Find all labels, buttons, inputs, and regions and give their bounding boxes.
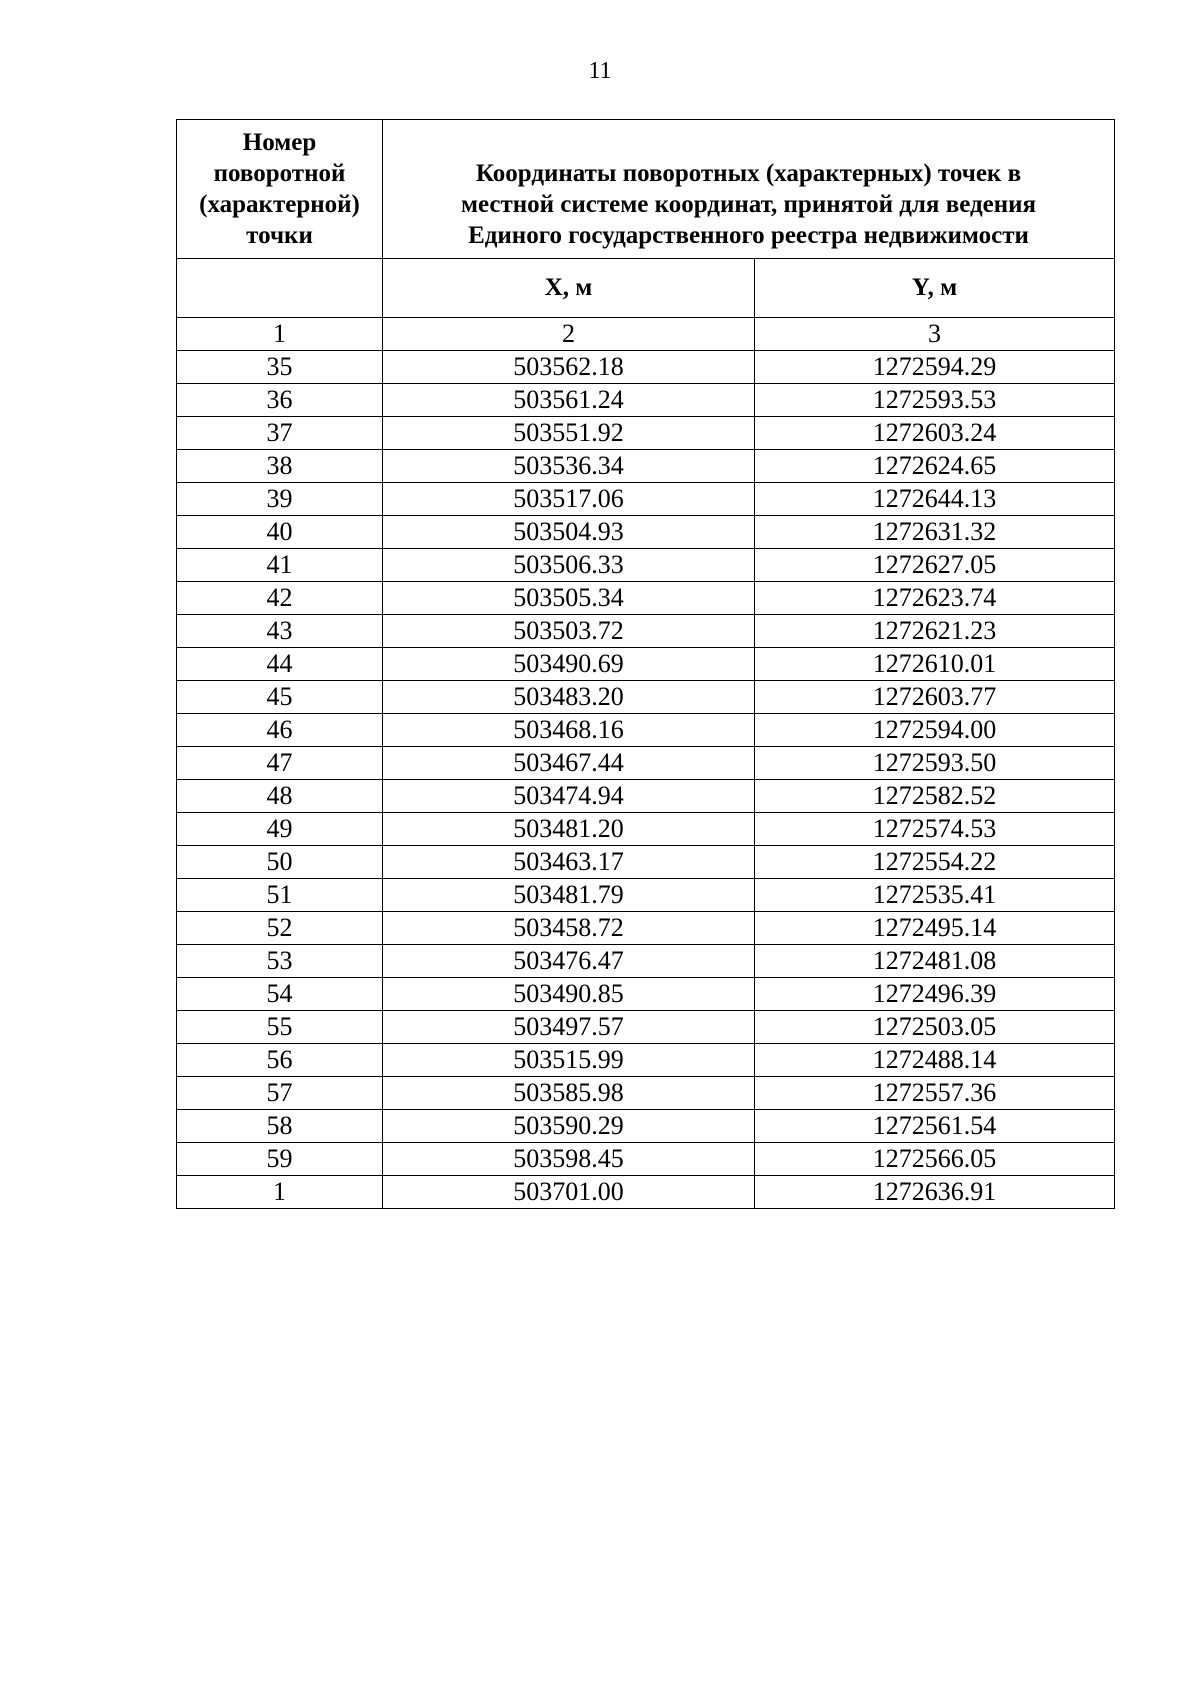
point-number-cell: 47 [177,747,383,780]
table-row [177,516,1115,549]
x-coordinate-cell: 503476.47 [383,945,755,978]
x-coordinate-cell: 503590.29 [383,1110,755,1143]
column-index: 1 [177,318,383,351]
y-coordinate-cell: 1272624.65 [755,450,1115,483]
point-number-cell: 1 [177,1176,383,1209]
point-number-cell: 44 [177,648,383,681]
point-number-cell: 38 [177,450,383,483]
x-coordinate-cell: 503490.69 [383,648,755,681]
y-coordinate-cell: 1272561.54 [755,1110,1115,1143]
x-coordinate-cell: 503467.44 [383,747,755,780]
y-coordinate-cell: 1272582.52 [755,780,1115,813]
point-number-cell: 40 [177,516,383,549]
table-row [177,945,1115,978]
point-number-cell: 35 [177,351,383,384]
y-coordinate-cell: 1272603.24 [755,417,1115,450]
subheader-row [177,259,1115,318]
header-coordinates [383,120,1115,259]
x-coordinate-cell: 503536.34 [383,450,755,483]
table-row [177,648,1115,681]
table-row [177,780,1115,813]
point-number-cell: 52 [177,912,383,945]
x-coordinate-cell: 503551.92 [383,417,755,450]
point-number-cell: 56 [177,1044,383,1077]
point-number-cell: 55 [177,1011,383,1044]
x-coordinate-cell: 503483.20 [383,681,755,714]
table-row [177,813,1115,846]
table-row [177,450,1115,483]
subheader-x: X, м [383,259,755,318]
y-coordinate-cell: 1272603.77 [755,681,1115,714]
y-coordinate-cell: 1272554.22 [755,846,1115,879]
y-coordinate-cell: 1272636.91 [755,1176,1115,1209]
table-row [177,681,1115,714]
table-row [177,351,1115,384]
table-row [177,1011,1115,1044]
table-row [177,582,1115,615]
table-row [177,1110,1115,1143]
coordinates-table [176,119,1115,1209]
subheader-y: Y, м [755,259,1115,318]
y-coordinate-cell: 1272535.41 [755,879,1115,912]
x-coordinate-cell: 503474.94 [383,780,755,813]
y-coordinate-cell: 1272631.32 [755,516,1115,549]
point-number-cell: 53 [177,945,383,978]
y-coordinate-cell: 1272495.14 [755,912,1115,945]
x-coordinate-cell: 503463.17 [383,846,755,879]
table-row [177,1044,1115,1077]
table-row [177,846,1115,879]
table-row [177,978,1115,1011]
table-row [177,384,1115,417]
table-row [177,417,1115,450]
y-coordinate-cell: 1272593.50 [755,747,1115,780]
column-index: 3 [755,318,1115,351]
y-coordinate-cell: 1272574.53 [755,813,1115,846]
y-coordinate-cell: 1272610.01 [755,648,1115,681]
x-coordinate-cell: 503505.34 [383,582,755,615]
x-coordinate-cell: 503515.99 [383,1044,755,1077]
x-coordinate-cell: 503481.79 [383,879,755,912]
y-coordinate-cell: 1272593.53 [755,384,1115,417]
header-coordinates-line: Единого государственного реестра недвижимости [468,221,1029,249]
column-index-row [177,318,1115,351]
table-row [177,615,1115,648]
y-coordinate-cell: 1272594.29 [755,351,1115,384]
subheader-empty [177,259,383,318]
point-number-cell: 45 [177,681,383,714]
point-number-cell: 49 [177,813,383,846]
point-number-cell: 58 [177,1110,383,1143]
header-point-number-line: (характерной) [199,191,360,218]
point-number-cell: 39 [177,483,383,516]
header-coordinates-line: местной системе координат, принятой для ведения [460,190,1037,218]
x-coordinate-cell: 503562.18 [383,351,755,384]
point-number-cell: 59 [177,1143,383,1176]
y-coordinate-cell: 1272594.00 [755,714,1115,747]
y-coordinate-cell: 1272488.14 [755,1044,1115,1077]
header-point-number [177,120,383,259]
y-coordinate-cell: 1272481.08 [755,945,1115,978]
point-number-cell: 54 [177,978,383,1011]
point-number-cell: 42 [177,582,383,615]
y-coordinate-cell: 1272496.39 [755,978,1115,1011]
y-coordinate-cell: 1272644.13 [755,483,1115,516]
x-coordinate-cell: 503585.98 [383,1077,755,1110]
point-number-cell: 37 [177,417,383,450]
x-coordinate-cell: 503468.16 [383,714,755,747]
point-number-cell: 50 [177,846,383,879]
table-row [177,549,1115,582]
page-number: 11 [588,58,612,84]
table-row [177,483,1115,516]
y-coordinate-cell: 1272621.23 [755,615,1115,648]
table-row [177,912,1115,945]
x-coordinate-cell: 503506.33 [383,549,755,582]
coordinates-body [177,351,1115,1209]
table-row [177,1176,1115,1209]
x-coordinate-cell: 503497.57 [383,1011,755,1044]
header-point-number-line: точки [246,222,313,249]
point-number-cell: 57 [177,1077,383,1110]
point-number-cell: 43 [177,615,383,648]
point-number-cell: 46 [177,714,383,747]
header-row [177,120,1115,259]
table-row [177,714,1115,747]
y-coordinate-cell: 1272503.05 [755,1011,1115,1044]
point-number-cell: 48 [177,780,383,813]
x-coordinate-cell: 503598.45 [383,1143,755,1176]
header-point-number-line: поворотной [213,160,346,187]
y-coordinate-cell: 1272557.36 [755,1077,1115,1110]
x-coordinate-cell: 503561.24 [383,384,755,417]
x-coordinate-cell: 503503.72 [383,615,755,648]
x-coordinate-cell: 503517.06 [383,483,755,516]
table-row [177,747,1115,780]
y-coordinate-cell: 1272623.74 [755,582,1115,615]
x-coordinate-cell: 503490.85 [383,978,755,1011]
x-coordinate-cell: 503481.20 [383,813,755,846]
header-point-number-line: Номер [242,129,317,156]
point-number-cell: 51 [177,879,383,912]
y-coordinate-cell: 1272566.05 [755,1143,1115,1176]
point-number-cell: 41 [177,549,383,582]
point-number-cell: 36 [177,384,383,417]
x-coordinate-cell: 503504.93 [383,516,755,549]
table-row [177,1077,1115,1110]
column-index: 2 [383,318,755,351]
header-coordinates-line: Координаты поворотных (характерных) точек в [475,159,1022,187]
table-row [177,1143,1115,1176]
y-coordinate-cell: 1272627.05 [755,549,1115,582]
x-coordinate-cell: 503701.00 [383,1176,755,1209]
x-coordinate-cell: 503458.72 [383,912,755,945]
table-row [177,879,1115,912]
